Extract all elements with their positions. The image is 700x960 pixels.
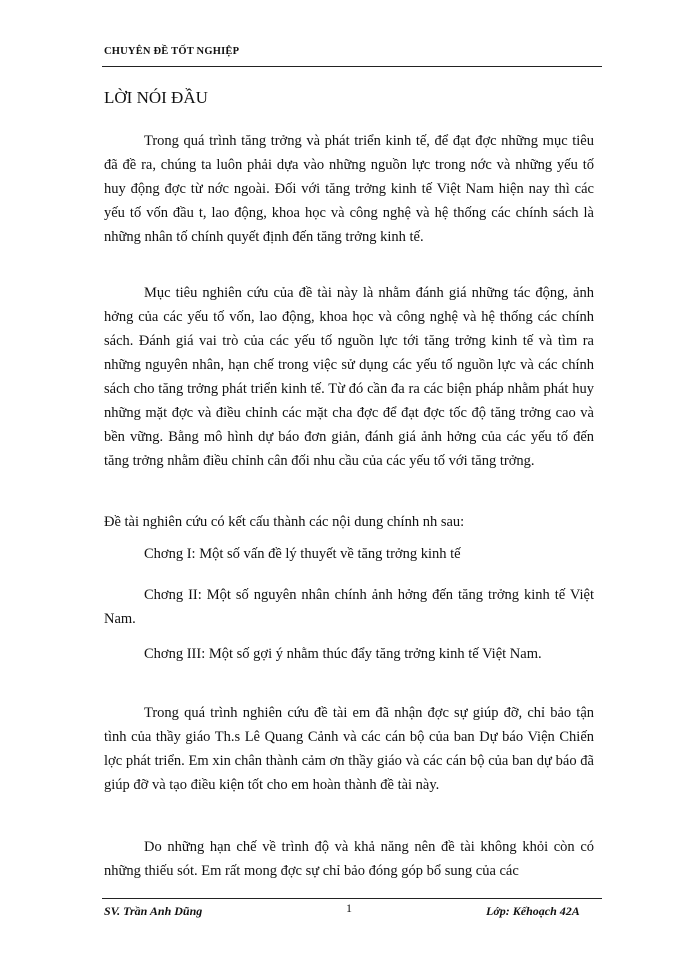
paragraph-acknowledgement: Trong quá trình nghiên cứu đề tài em đã nhận đợc sự giúp đỡ, chỉ bảo tận tình của thầy giáo Th.s Lê Quang Cảnh và các cán bộ của ban Dự báo Viện Chiến lợc phát triển. Em xin chân thành cảm ơn thầy giáo và các cán bộ của ban dự báo đã giúp đỡ và tạo điều kiện tốt cho em hoàn thành đề tài này. bbox=[104, 704, 594, 793]
footer-class: Lớp: Kếhoạch 42A bbox=[486, 904, 580, 918]
chapter-2-item: Chơng II: Một số nguyên nhân chính ảnh hởng đến tăng trởng kinh tế Việt Nam. bbox=[104, 586, 594, 627]
footer-author: SV. Trần Anh Dũng bbox=[104, 904, 203, 918]
footer-page-number: 1 bbox=[346, 901, 352, 915]
paragraph-limitations: Do những hạn chế về trình độ và khả năng nên đề tài không khỏi còn có những thiếu sót. Em rất mong đợc sự chỉ bảo đóng góp bổ sung của các bbox=[104, 838, 594, 879]
paragraph-introduction: Trong quá trình tăng trởng và phát triển kinh tế, để đạt đợc những mục tiêu đã đề ra, chúng ta luôn phải dựa vào những nguồn lực trong nớc và những yếu tố huy động đợc từ nớc ngoài. Đối với tăng trởng kinh tế Việt Nam hiện nay thì các yếu tố vốn đầu t, lao động, khoa học và công nghệ và hệ thống các chính sách là những nhân tố chính quyết định đến tăng trởng kinh tế. bbox=[104, 132, 594, 245]
paragraph-structure-intro: Đề tài nghiên cứu có kết cấu thành các nội dung chính nh sau: bbox=[104, 513, 465, 530]
paragraph-research-objective: Mục tiêu nghiên cứu của đề tài này là nhằm đánh giá những tác động, ảnh hởng của các yếu tố vốn, lao động, khoa học và công nghệ và hệ thống các chính sách. Đánh giá vai trò của các yếu tố nguồn lực tới tăng trởng kinh tế và tìm ra những nguyên nhân, hạn chế trong việc sử dụng các yếu tố nguồn lực và các chính sách cho tăng trởng phát triển kinh tế. Từ đó cần đa ra các biện pháp nhằm phát huy những mặt đợc và điều chỉnh các mặt cha đợc để đạt đợc tốc độ tăng trởng cao và bền vững. Bằng mô hình dự báo đơn giản, đánh giá ảnh hởng của các yếu tố đến tăng trởng nhằm điều chỉnh cân đối nhu cầu của các yếu tố với tăng trởng. bbox=[104, 284, 594, 469]
chapter-3-item: Chơng III: Một số gợi ý nhằm thúc đẩy tăng trởng kinh tế Việt Nam. bbox=[144, 645, 542, 662]
document-header-title: CHUYÊN ĐỀ TỐT NGHIỆP bbox=[104, 46, 240, 57]
header-divider bbox=[102, 66, 602, 67]
footer-divider bbox=[102, 898, 602, 899]
section-heading: LỜI NÓI ĐẦU bbox=[104, 88, 208, 107]
chapter-1-item: Chơng I: Một số vấn đề lý thuyết về tăng trởng kinh tế bbox=[144, 545, 461, 562]
